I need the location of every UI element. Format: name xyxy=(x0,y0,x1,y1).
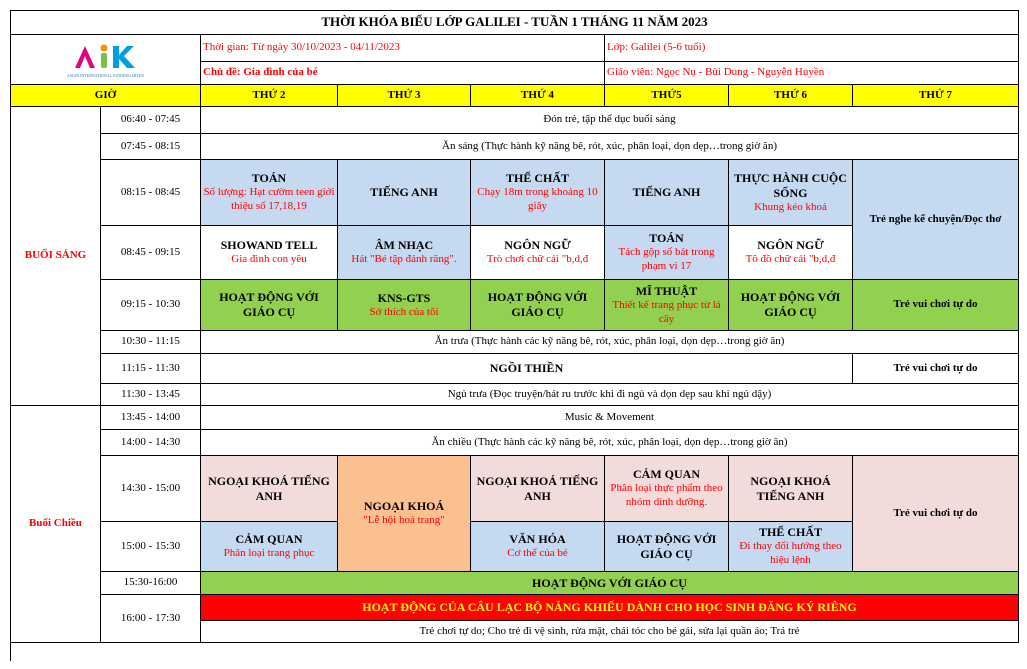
topic: Chủ đề: Gia đình của bé xyxy=(201,62,605,85)
lesson-cell xyxy=(471,160,605,226)
lesson-cell xyxy=(729,456,853,522)
lesson-title: NGOẠI KHOÁ TIẾNG ANH xyxy=(208,473,330,503)
date-range: Thời gian: Từ ngày 30/10/2023 - 04/11/2023 xyxy=(201,35,605,62)
time-slot: 06:40 - 07:45 xyxy=(101,107,201,134)
activity-nap: Ngủ trưa (Đọc truyện/hát ru trước khi đi ngủ và dọn dẹp sau khi ngủ dậy) xyxy=(201,384,1019,406)
lesson-title: NGÔN NGỮ xyxy=(757,238,824,253)
timetable-title: THỜI KHÓA BIỂU LỚP GALILEI - TUẦN 1 THÁNG 11 NĂM 2023 xyxy=(11,11,1019,35)
lesson-title: TOÁN xyxy=(649,231,684,246)
lesson-title: THỂ CHẤT xyxy=(505,171,569,186)
activity-pickup: Trẻ chơi tự do; Cho trẻ đi vệ sinh, rửa mặt, chải tóc cho bé gái, sửa lại quần áo; Trả trẻ xyxy=(201,621,1019,643)
time-slot: 07:45 - 08:15 xyxy=(101,134,201,160)
lesson-cell xyxy=(729,280,853,331)
saturday-free-play: Trẻ vui chơi tự do xyxy=(853,456,1019,572)
session-afternoon: Buổi Chiều xyxy=(11,406,101,643)
lesson-cell xyxy=(729,226,853,280)
time-slot: 09:15 - 10:30 xyxy=(101,280,201,331)
lesson-cell xyxy=(471,456,605,522)
header-time: GIỜ xyxy=(11,85,201,107)
time-slot: 13:45 - 14:00 xyxy=(101,406,201,430)
lesson-title: MĨ THUẬT xyxy=(635,283,698,298)
lesson-title: THỂ CHẤT xyxy=(758,525,822,540)
time-slot: 10:30 - 11:15 xyxy=(101,331,201,354)
saturday-free-play: Trẻ vui chơi tự do xyxy=(853,280,1019,331)
activity-breakfast: Ăn sáng (Thực hành kỹ năng bê, rót, xúc, phân loại, dọn dẹp…trong giờ ăn) xyxy=(201,134,1019,160)
lesson-cell xyxy=(201,280,338,331)
lesson-title: HOẠT ĐỘNG VỚI GIÁO CỤ xyxy=(219,290,319,319)
lesson-detail: Sở thích của tôi xyxy=(369,305,439,318)
timetable xyxy=(10,10,1019,661)
lesson-cell xyxy=(201,522,338,572)
lesson-title: CẢM QUAN xyxy=(633,467,700,482)
time-slot: 08:15 - 08:45 xyxy=(101,160,201,226)
header-monday: THỨ 2 xyxy=(201,85,338,107)
lesson-title: NGÔN NGỮ xyxy=(504,238,571,253)
lesson-cell xyxy=(605,160,729,226)
session-morning: BUỔI SÁNG xyxy=(11,107,101,406)
lesson-cell xyxy=(338,456,471,572)
lesson-title: HOẠT ĐỘNG VỚI GIÁO CỤ xyxy=(487,290,588,319)
lesson-cell xyxy=(729,522,853,572)
header-tuesday: THỨ 3 xyxy=(338,85,471,107)
time-slot: 16:00 - 17:30 xyxy=(101,595,201,643)
lesson-detail: Phân loại thực phẩm theo nhóm dinh dưỡng. xyxy=(610,482,723,508)
lesson-detail: "Lễ hội hoá trang" xyxy=(363,514,445,527)
lesson-title: SHOWAND TELL xyxy=(220,238,318,253)
lesson-title: CẢM QUAN xyxy=(235,532,303,547)
saturday-story: Trẻ nghe kể chuyện/Đọc thơ xyxy=(853,160,1019,280)
lesson-cell xyxy=(338,226,471,280)
lesson-title: HOẠT ĐỘNG VỚI GIÁO CỤ xyxy=(616,531,717,561)
lesson-cell xyxy=(471,280,605,331)
lesson-cell xyxy=(201,456,338,522)
header-thursday: THỨ5 xyxy=(605,85,729,107)
time-slot: 14:30 - 15:00 xyxy=(101,456,201,522)
logo-subtitle: ASIAN INTERNATIONAL KINDERGARTEN xyxy=(66,72,145,78)
lesson-detail: Khung kéo khoá xyxy=(754,200,827,213)
lesson-detail: Tô đồ chữ cái "b,d,đ xyxy=(745,253,836,266)
lesson-detail: Số lượng: Hạt cườm teen giới thiệu số 17,18,19 xyxy=(203,186,335,212)
lesson-detail: Tách gộp số bát trong phạm vi 17 xyxy=(618,246,715,272)
lesson-cell xyxy=(471,226,605,280)
activity-montessori: HOẠT ĐỘNG VỚI GIÁO CỤ xyxy=(201,572,1019,595)
lesson-detail: Phân loại trang phục xyxy=(223,547,315,560)
time-slot: 14:00 - 14:30 xyxy=(101,430,201,456)
lesson-cell xyxy=(471,522,605,572)
lesson-title: TIẾNG ANH xyxy=(632,185,701,199)
time-slot: 11:15 - 11:30 xyxy=(101,354,201,384)
time-slot: 08:45 - 09:15 xyxy=(101,226,201,280)
school-logo xyxy=(11,35,201,85)
lesson-cell xyxy=(605,226,729,280)
lesson-detail: Đi thay đổi hướng theo hiệu lệnh xyxy=(739,540,842,566)
lesson-cell xyxy=(338,280,471,331)
lesson-detail: Thiết kế trang phục từ lá cây xyxy=(612,298,721,325)
lesson-title: NGOẠI KHOÁ TIẾNG ANH xyxy=(750,473,831,503)
lesson-detail: Gia đình con yêu xyxy=(231,253,307,266)
teachers: Giáo viên: Ngọc Nụ - Bùi Dung - Nguyễn Huyền xyxy=(605,62,1019,85)
lesson-detail: Trò chơi chữ cái "b,d,đ xyxy=(486,253,589,266)
lesson-cell xyxy=(338,160,471,226)
saturday-free-play: Trẻ vui chơi tự do xyxy=(853,354,1019,384)
time-slot: 11:30 - 13:45 xyxy=(101,384,201,406)
lesson-title: NGOẠI KHOÁ xyxy=(363,499,445,514)
lesson-title: ÂM NHẠC xyxy=(374,238,434,253)
lesson-detail: Hát "Bé tập đánh răng". xyxy=(351,253,457,266)
header-friday: THỨ 6 xyxy=(729,85,853,107)
lesson-cell xyxy=(605,456,729,522)
lesson-cell xyxy=(605,522,729,572)
activity-lunch: Ăn trưa (Thực hành các kỹ năng bê, rót, xúc, phân loại, dọn dẹp…trong giờ ăn) xyxy=(201,331,1019,354)
activity-reception: Đón trẻ, tập thể dục buổi sáng xyxy=(201,107,1019,134)
lesson-detail: Chạy 18m trong khoảng 10 giây xyxy=(477,186,598,212)
activity-music: Music & Movement xyxy=(201,406,1019,430)
lesson-title: NGOẠI KHOÁ TIẾNG ANH xyxy=(476,473,599,503)
lesson-cell xyxy=(201,160,338,226)
activity-snack: Ăn chiều (Thực hành các kỹ năng bê, rót, xúc, phân loại, dọn dẹp…trong giờ ăn) xyxy=(201,430,1019,456)
class-name: Lớp: Galilei (5-6 tuổi) xyxy=(605,35,1019,62)
header-saturday: THỨ 7 xyxy=(853,85,1019,107)
lesson-cell xyxy=(605,280,729,331)
time-slot: 15:30-16:00 xyxy=(101,572,201,595)
lesson-title: TIẾNG ANH xyxy=(370,185,438,199)
time-slot: 15:00 - 15:30 xyxy=(101,522,201,572)
lesson-title: THỰC HÀNH CUỘC SỐNG xyxy=(734,170,847,200)
activity-club: HOẠT ĐỘNG CỦA CÂU LẠC BỘ NĂNG KHIẾU DÀNH CHO HỌC SINH ĐĂNG KÝ RIÊNG xyxy=(201,595,1019,621)
aik-logo-icon xyxy=(71,42,141,72)
lesson-title: TOÁN xyxy=(251,171,287,186)
lesson-cell xyxy=(729,160,853,226)
lesson-detail: Cơ thể của bé xyxy=(507,547,568,560)
lesson-title: KNS-GTS xyxy=(377,290,431,305)
activity-meditation: NGỒI THIỀN xyxy=(201,354,853,384)
lesson-title: HOẠT ĐỘNG VỚI GIÁO CỤ xyxy=(740,290,841,319)
lesson-title: VĂN HÓA xyxy=(509,532,566,547)
header-wednesday: THỨ 4 xyxy=(471,85,605,107)
lesson-cell xyxy=(201,226,338,280)
